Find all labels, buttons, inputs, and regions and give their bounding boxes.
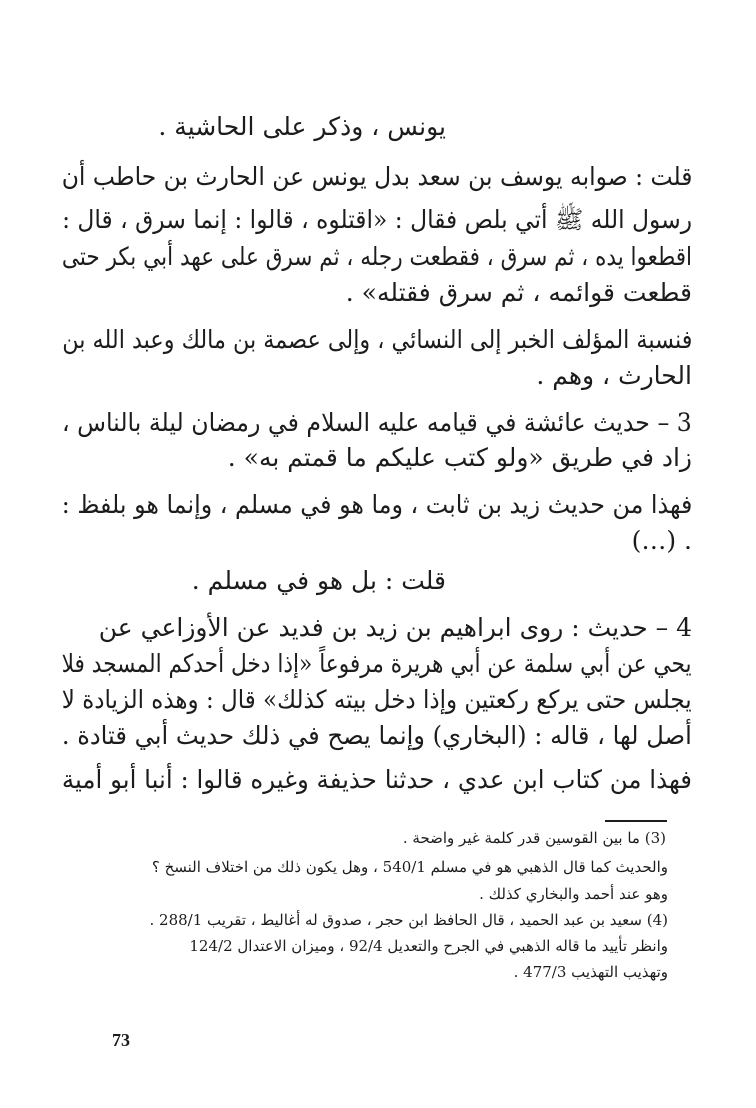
footnote-line-3: وهو عند أحمد والبخاري كذلك .: [479, 885, 668, 903]
body-line-2: قلت : صوابه يوسف بن سعد بدل يونس عن الحارث بن حاطب أن: [61, 162, 692, 191]
body-line-6: فنسبة المؤلف الخبر إلى النسائي ، وإلى عصمة بن مالك وعبد الله بن: [61, 325, 692, 354]
footnote-line-1: (3) ما بين القوسين قدر كلمة غير واضحة .: [402, 829, 666, 847]
footnote-line-4: (4) سعيد بن عبد الحميد ، قال الحافظ ابن حجر ، صدوق له أغاليط ، تقريب 288/1 .: [149, 911, 668, 929]
body-line-1: يونس ، وذكر على الحاشية .: [158, 112, 446, 141]
footnote-line-2: والحديث كما قال الذهبي هو في مسلم 540/1 ، وهل يكون ذلك من اختلاف النسخ ؟: [151, 858, 668, 876]
body-line-14: يحي عن أبي سلمة عن أبي هريرة مرفوعاً «إذا دخل أحدكم المسجد فلا: [62, 649, 692, 678]
body-line-17: فهذا من كتاب ابن عدي ، حدثنا حذيفة وغيره قالوا : أنبا أبو أمية: [61, 765, 692, 794]
body-line-7: الحارث ، وهم .: [536, 361, 692, 390]
body-line-8: 3 – حديث عائشة في قيامه عليه السلام في رمضان ليلة بالناس ،: [62, 408, 692, 437]
body-line-9: زاد في طريق «ولو كتب عليكم ما قمتم به» .: [227, 443, 692, 472]
footnote-separator: [605, 820, 667, 822]
footnote-line-6: وتهذيب التهذيب 477/3 .: [513, 963, 668, 981]
footnote-line-5: وانظر تأييد ما قاله الذهبي في الجرح والتعديل 92/4 ، وميزان الاعتدال 124/2: [189, 937, 668, 955]
body-line-5: قطعت قوائمه ، ثم سرق فقتله» .: [345, 278, 692, 307]
body-line-13: 4 – حديث : روى ابراهيم بن زيد بن فديد عن الأوزاعي عن: [98, 613, 692, 642]
body-line-11: (…) .: [631, 526, 692, 555]
page-number: 73: [112, 1030, 130, 1050]
body-line-3: رسول الله ﷺ أتي بلص فقال : «اقتلوه ، قالوا : إنما سرق ، قال :: [62, 205, 692, 234]
body-line-10: فهذا من حديث زيد بن ثابت ، وما هو في مسلم ، وإنما هو بلفظ :: [61, 490, 692, 519]
body-line-16: أصل لها ، قاله : (البخاري) وإنما يصح في ذلك حديث أبي قتادة .: [62, 721, 692, 750]
body-line-12: قلت : بل هو في مسلم .: [191, 566, 446, 595]
body-line-4: اقطعوا يده ، ثم سرق ، فقطعت رجله ، ثم سرق على عهد أبي بكر حتى: [61, 242, 692, 271]
body-line-15: يجلس حتى يركع ركعتين وإذا دخل بيته كذلك» قال : وهذه الزيادة لا: [62, 685, 692, 714]
